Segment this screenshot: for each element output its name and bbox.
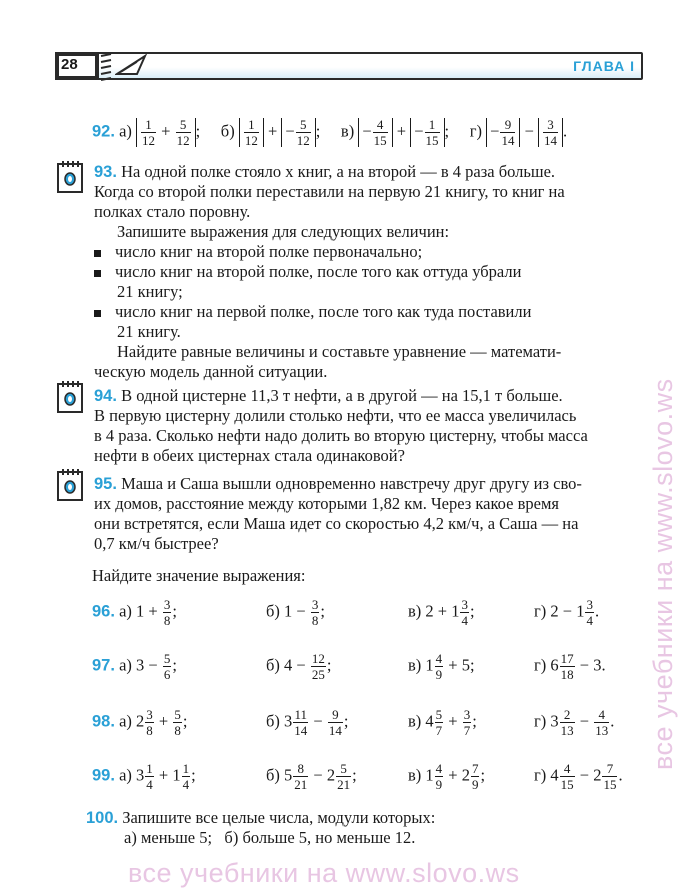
watermark-side: все учебники на www.slovo.ws: [648, 378, 678, 770]
task-93-line: полках стало поровну.: [94, 202, 251, 221]
bullet-item-cont: 21 книгу;: [117, 282, 183, 301]
task-95-line: 0,7 км/ч быстрее?: [94, 534, 219, 553]
task-96-b: б) 1 − $\frac{3}{8}$ ;: [266, 597, 325, 628]
task-100-line: 100. Запишите все целые числа, модули которых:: [86, 808, 436, 827]
task-96-a: 96. а) 1 + $\frac{3}{8}$ ;: [92, 597, 177, 628]
task-99-d: г) 4 $\frac{4}{15}$ − 2 $\frac{7}{15}$ .: [534, 761, 623, 792]
option-label: г): [469, 121, 482, 141]
task-number: 92.: [92, 122, 115, 141]
absolute-value: $\frac{3}{14}$: [538, 118, 563, 147]
task-93-line: Запишите выражения для следующих величин:: [117, 222, 450, 241]
task-98-c: в) 4 $\frac{5}{7}$ + $\frac{3}{7}$ ;: [408, 707, 477, 738]
task-number: 96.: [92, 602, 115, 621]
bullet-icon: [94, 310, 101, 317]
absolute-value: $\frac{1}{12}$ + $\frac{5}{12}$: [136, 118, 196, 147]
task-97-c: в) 1 $\frac{4}{9}$ + 5;: [408, 651, 475, 682]
bullet-icon: [94, 270, 101, 277]
instruction: Найдите значение выражения:: [92, 566, 306, 585]
task-97-d: г) 6 $\frac{17}{18}$ − 3.: [534, 651, 606, 682]
task-92: 92. а) $\frac{1}{12}$ + $\frac{5}{12}$ ; б) $\frac{1}{12}$ + − $\frac{5}{12}$ ; в) − $\frac{4}{15}$ + − $\frac{1}{15}$ ; г) − $\frac{9}{14}$ − $\frac{3}{14}$ .: [92, 117, 568, 148]
spiral-binding-icon: [99, 50, 113, 82]
task-99-b: б) 5 $\frac{8}{21}$ − 2 $\frac{5}{21}$ ;: [266, 761, 357, 792]
notebook-icon: [56, 380, 84, 414]
absolute-value: − $\frac{4}{15}$: [358, 118, 392, 147]
bullet-item: число книг на второй полке первоначально;: [94, 242, 422, 262]
task-95-line: их домов, расстояние между которыми 1,82 км. Через какое время: [94, 494, 559, 513]
page-header: [55, 48, 643, 86]
page-number: 28: [61, 56, 78, 73]
task-96-d: г) 2 − 1 $\frac{3}{4}$ .: [534, 597, 600, 628]
task-96-c: в) 2 + 1 $\frac{3}{4}$ ;: [408, 597, 475, 628]
task-number: 95.: [94, 475, 117, 493]
absolute-value: − $\frac{9}{14}$: [486, 118, 520, 147]
task-93-line: Найдите равные величины и составьте уравнение — математи-: [117, 342, 562, 361]
task-98-d: г) 3 $\frac{2}{13}$ − $\frac{4}{13}$ .: [534, 707, 615, 738]
task-number: 93.: [94, 163, 117, 181]
task-number: 97.: [92, 656, 115, 675]
task-94-line: в 4 раза. Сколько нефти надо долить во вторую цистерну, чтобы масса: [94, 426, 588, 445]
notebook-icon: [56, 160, 84, 194]
task-93-line: 93. На одной полке стояло x книг, а на второй — в 4 раза больше.: [94, 162, 556, 181]
task-93-line: Когда со второй полки переставили на первую 21 книгу, то книг на: [94, 182, 565, 201]
task-number: 99.: [92, 766, 115, 785]
task-number: 98.: [92, 712, 115, 731]
chapter-title: ГЛАВА I: [573, 58, 635, 74]
task-98-a: 98. а) 2 $\frac{3}{8}$ + $\frac{5}{8}$ ;: [92, 707, 188, 738]
task-number: 100.: [86, 809, 119, 827]
watermark-bottom: все учебники на www.slovo.ws: [128, 858, 520, 888]
pen-nib-icon: [115, 54, 151, 76]
absolute-value: $\frac{1}{12}$: [239, 118, 264, 147]
task-95-line: они встретятся, если Маша идет со скоростью 4,2 км/ч, а Саша — на: [94, 514, 579, 533]
option-label: б): [220, 121, 235, 141]
task-95-line: 95. Маша и Саша вышли одновременно навстречу друг другу из сво-: [94, 474, 582, 493]
task-99-c: в) 1 $\frac{4}{9}$ + 2 $\frac{7}{9}$ ;: [408, 761, 486, 792]
task-100-line: а) меньше 5; б) больше 5, но меньше 12.: [124, 828, 416, 847]
task-number: 94.: [94, 387, 117, 405]
task-98-b: б) 3 $\frac{11}{14}$ − $\frac{9}{14}$ ;: [266, 707, 349, 738]
task-99-a: 99. а) 3 $\frac{1}{4}$ + 1 $\frac{1}{4}$ ;: [92, 761, 196, 792]
notebook-icon: [56, 468, 84, 502]
option-label: а): [119, 121, 132, 141]
task-94-line: нефти в обеих цистернах стала одинаковой?: [94, 446, 405, 465]
absolute-value: − $\frac{1}{15}$: [410, 118, 444, 147]
bullet-item: число книг на первой полке, после того как туда поставили: [94, 302, 531, 322]
bullet-item-cont: 21 книгу.: [117, 322, 181, 341]
bullet-icon: [94, 250, 101, 257]
absolute-value: − $\frac{5}{12}$: [281, 118, 315, 147]
option-label: в): [340, 121, 355, 141]
task-97-a: 97. а) 3 − $\frac{5}{6}$ ;: [92, 651, 177, 682]
task-94-line: 94. В одной цистерне 11,3 т нефти, а в другой — на 15,1 т больше.: [94, 386, 563, 405]
bullet-item: число книг на второй полке, после того как оттуда убрали: [94, 262, 521, 282]
task-93-line: ческую модель данной ситуации.: [94, 362, 328, 381]
task-97-b: б) 4 − $\frac{12}{25}$ ;: [266, 651, 332, 682]
task-94-line: В первую цистерну долили столько нефти, что ее масса увеличилась: [94, 406, 577, 425]
